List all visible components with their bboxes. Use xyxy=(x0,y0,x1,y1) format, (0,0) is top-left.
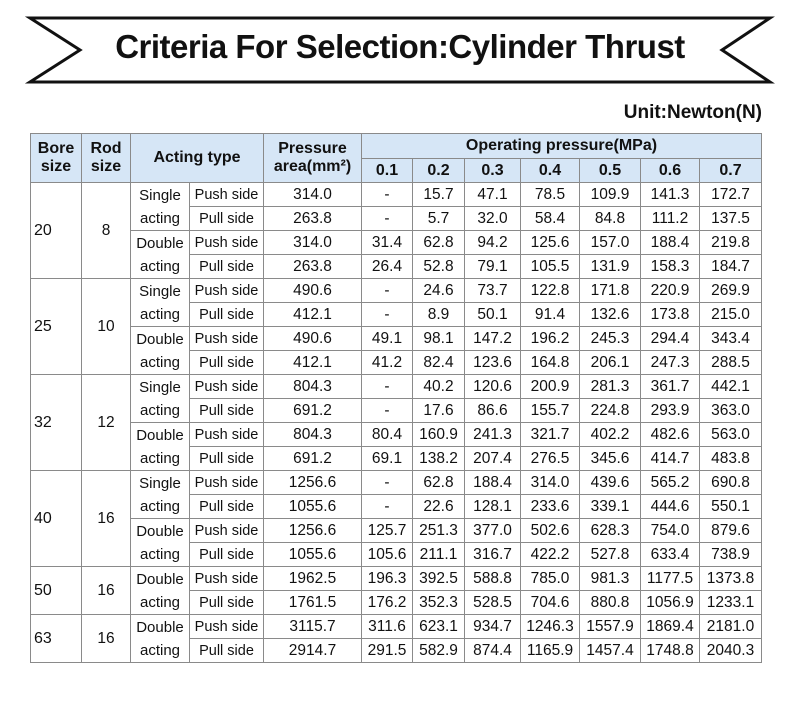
table-row xyxy=(31,567,762,591)
thrust-value-cell: 879.6 xyxy=(700,519,762,543)
thrust-value-cell: 47.1 xyxy=(465,183,521,207)
table-row xyxy=(31,615,762,639)
thrust-value-cell: 1869.4 xyxy=(641,615,700,639)
side-cell: Pull side xyxy=(190,639,264,663)
thrust-value-cell: 49.1 xyxy=(362,327,413,351)
thrust-value-cell: - xyxy=(362,207,413,231)
thrust-value-cell: 361.7 xyxy=(641,375,700,399)
bore-size-header: Bore size xyxy=(31,134,82,183)
thrust-value-cell: 58.4 xyxy=(521,207,580,231)
thrust-value-cell: - xyxy=(362,183,413,207)
thrust-value-cell: 155.7 xyxy=(521,399,580,423)
thrust-value-cell: 41.2 xyxy=(362,351,413,375)
thrust-value-cell: 1373.8 xyxy=(700,567,762,591)
table-row xyxy=(31,519,762,543)
table-row xyxy=(31,375,762,399)
thrust-value-cell: 173.8 xyxy=(641,303,700,327)
thrust-value-cell: 98.1 xyxy=(413,327,465,351)
page-title: Criteria For Selection:Cylinder Thrust xyxy=(115,28,685,65)
thrust-value-cell: 528.5 xyxy=(465,591,521,615)
thrust-value-cell: 26.4 xyxy=(362,255,413,279)
bore-size-cell: 63 xyxy=(31,615,82,663)
thrust-value-cell: 1165.9 xyxy=(521,639,580,663)
thrust-table xyxy=(30,133,762,663)
thrust-value-cell: 377.0 xyxy=(465,519,521,543)
side-cell: Push side xyxy=(190,615,264,639)
pressure-area-cell: 1055.6 xyxy=(264,495,362,519)
operating-pressure-header: Operating pressure(MPa) xyxy=(362,134,762,159)
side-cell: Push side xyxy=(190,471,264,495)
acting-type-cell: Double acting xyxy=(131,519,190,567)
thrust-value-cell: 224.8 xyxy=(580,399,641,423)
thrust-value-cell: 874.4 xyxy=(465,639,521,663)
thrust-value-cell: 241.3 xyxy=(465,423,521,447)
table-row xyxy=(31,183,762,207)
side-cell: Push side xyxy=(190,423,264,447)
thrust-value-cell: 281.3 xyxy=(580,375,641,399)
pressure-header-cell: 0.7 xyxy=(700,159,762,183)
thrust-value-cell: 8.9 xyxy=(413,303,465,327)
thrust-value-cell: 207.4 xyxy=(465,447,521,471)
thrust-value-cell: 439.6 xyxy=(580,471,641,495)
thrust-value-cell: 563.0 xyxy=(700,423,762,447)
thrust-value-cell: - xyxy=(362,303,413,327)
thrust-value-cell: 105.5 xyxy=(521,255,580,279)
thrust-value-cell: 1246.3 xyxy=(521,615,580,639)
thrust-value-cell: 1056.9 xyxy=(641,591,700,615)
pressure-area-cell: 263.8 xyxy=(264,255,362,279)
thrust-value-cell: 24.6 xyxy=(413,279,465,303)
thrust-value-cell: 211.1 xyxy=(413,543,465,567)
thrust-value-cell: 321.7 xyxy=(521,423,580,447)
thrust-value-cell: 339.1 xyxy=(580,495,641,519)
thrust-value-cell: 588.8 xyxy=(465,567,521,591)
pressure-area-cell: 263.8 xyxy=(264,207,362,231)
side-cell: Pull side xyxy=(190,351,264,375)
thrust-value-cell: 314.0 xyxy=(521,471,580,495)
thrust-value-cell: 293.9 xyxy=(641,399,700,423)
thrust-value-cell: 141.3 xyxy=(641,183,700,207)
pressure-area-cell: 1962.5 xyxy=(264,567,362,591)
table-body xyxy=(31,183,762,663)
rod-size-cell: 10 xyxy=(82,279,131,375)
thrust-value-cell: 86.6 xyxy=(465,399,521,423)
thrust-value-cell: 184.7 xyxy=(700,255,762,279)
thrust-value-cell: 343.4 xyxy=(700,327,762,351)
table-row xyxy=(31,279,762,303)
thrust-value-cell: 196.3 xyxy=(362,567,413,591)
thrust-value-cell: 73.7 xyxy=(465,279,521,303)
thrust-value-cell: 15.7 xyxy=(413,183,465,207)
thrust-value-cell: - xyxy=(362,399,413,423)
thrust-value-cell: 137.5 xyxy=(700,207,762,231)
thrust-value-cell: 2181.0 xyxy=(700,615,762,639)
thrust-value-cell: 188.4 xyxy=(465,471,521,495)
acting-type-cell: Single acting xyxy=(131,375,190,423)
pressure-header-cell: 0.3 xyxy=(465,159,521,183)
thrust-value-cell: 288.5 xyxy=(700,351,762,375)
thrust-value-cell: 311.6 xyxy=(362,615,413,639)
pressure-area-cell: 1055.6 xyxy=(264,543,362,567)
thrust-value-cell: 414.7 xyxy=(641,447,700,471)
side-cell: Pull side xyxy=(190,207,264,231)
thrust-value-cell: 245.3 xyxy=(580,327,641,351)
thrust-value-cell: 276.5 xyxy=(521,447,580,471)
thrust-value-cell: 2040.3 xyxy=(700,639,762,663)
thrust-value-cell: 31.4 xyxy=(362,231,413,255)
thrust-value-cell: 125.6 xyxy=(521,231,580,255)
thrust-value-cell: 215.0 xyxy=(700,303,762,327)
pressure-header-cell: 0.2 xyxy=(413,159,465,183)
side-cell: Push side xyxy=(190,183,264,207)
side-cell: Push side xyxy=(190,231,264,255)
side-cell: Pull side xyxy=(190,447,264,471)
pressure-header-cell: 0.6 xyxy=(641,159,700,183)
thrust-value-cell: 392.5 xyxy=(413,567,465,591)
thrust-value-cell: - xyxy=(362,279,413,303)
thrust-value-cell: 123.6 xyxy=(465,351,521,375)
thrust-value-cell: 550.1 xyxy=(700,495,762,519)
thrust-value-cell: 120.6 xyxy=(465,375,521,399)
thrust-value-cell: 738.9 xyxy=(700,543,762,567)
pressure-area-cell: 412.1 xyxy=(264,351,362,375)
thrust-value-cell: 1557.9 xyxy=(580,615,641,639)
side-cell: Push side xyxy=(190,519,264,543)
bore-size-cell: 50 xyxy=(31,567,82,615)
pressure-header-cell: 0.1 xyxy=(362,159,413,183)
rod-size-cell: 16 xyxy=(82,471,131,567)
thrust-value-cell: 1457.4 xyxy=(580,639,641,663)
pressure-area-header: Pressure area(mm²) xyxy=(264,134,362,183)
table-header xyxy=(31,134,762,183)
thrust-value-cell: 132.6 xyxy=(580,303,641,327)
thrust-value-cell: 131.9 xyxy=(580,255,641,279)
side-cell: Pull side xyxy=(190,591,264,615)
thrust-value-cell: 22.6 xyxy=(413,495,465,519)
acting-type-cell: Double acting xyxy=(131,567,190,615)
thrust-value-cell: 147.2 xyxy=(465,327,521,351)
acting-type-cell: Single acting xyxy=(131,183,190,231)
table-row xyxy=(31,423,762,447)
thrust-value-cell: 1233.1 xyxy=(700,591,762,615)
pressure-area-cell: 1256.6 xyxy=(264,519,362,543)
pressure-area-cell: 3115.7 xyxy=(264,615,362,639)
side-cell: Push side xyxy=(190,279,264,303)
thrust-value-cell: 316.7 xyxy=(465,543,521,567)
title-banner xyxy=(0,0,800,100)
pressure-area-cell: 691.2 xyxy=(264,399,362,423)
thrust-value-cell: 172.7 xyxy=(700,183,762,207)
rod-size-cell: 16 xyxy=(82,567,131,615)
thrust-value-cell: 62.8 xyxy=(413,231,465,255)
thrust-value-cell: 981.3 xyxy=(580,567,641,591)
thrust-value-cell: 565.2 xyxy=(641,471,700,495)
pressure-area-cell: 412.1 xyxy=(264,303,362,327)
side-cell: Pull side xyxy=(190,303,264,327)
thrust-value-cell: 138.2 xyxy=(413,447,465,471)
thrust-value-cell: 690.8 xyxy=(700,471,762,495)
rod-size-cell: 8 xyxy=(82,183,131,279)
thrust-value-cell: 62.8 xyxy=(413,471,465,495)
table-row xyxy=(31,471,762,495)
thrust-value-cell: 82.4 xyxy=(413,351,465,375)
thrust-value-cell: 754.0 xyxy=(641,519,700,543)
bore-size-cell: 20 xyxy=(31,183,82,279)
thrust-value-cell: 5.7 xyxy=(413,207,465,231)
pressure-area-cell: 2914.7 xyxy=(264,639,362,663)
thrust-value-cell: 482.6 xyxy=(641,423,700,447)
thrust-value-cell: 122.8 xyxy=(521,279,580,303)
acting-type-cell: Single acting xyxy=(131,471,190,519)
thrust-value-cell: 94.2 xyxy=(465,231,521,255)
rod-size-header: Rod size xyxy=(82,134,131,183)
thrust-value-cell: 363.0 xyxy=(700,399,762,423)
pressure-area-cell: 1256.6 xyxy=(264,471,362,495)
thrust-value-cell: 105.6 xyxy=(362,543,413,567)
pressure-area-cell: 490.6 xyxy=(264,327,362,351)
thrust-value-cell: 934.7 xyxy=(465,615,521,639)
thrust-value-cell: 196.2 xyxy=(521,327,580,351)
thrust-value-cell: 188.4 xyxy=(641,231,700,255)
thrust-value-cell: - xyxy=(362,495,413,519)
thrust-value-cell: 628.3 xyxy=(580,519,641,543)
thrust-value-cell: 164.8 xyxy=(521,351,580,375)
thrust-value-cell: 200.9 xyxy=(521,375,580,399)
thrust-value-cell: 158.3 xyxy=(641,255,700,279)
table-row xyxy=(31,231,762,255)
thrust-value-cell: 206.1 xyxy=(580,351,641,375)
thrust-value-cell: 1748.8 xyxy=(641,639,700,663)
thrust-value-cell: 40.2 xyxy=(413,375,465,399)
acting-type-cell: Double acting xyxy=(131,231,190,279)
pressure-area-cell: 490.6 xyxy=(264,279,362,303)
thrust-value-cell: 352.3 xyxy=(413,591,465,615)
thrust-value-cell: - xyxy=(362,375,413,399)
thrust-value-cell: 52.8 xyxy=(413,255,465,279)
thrust-value-cell: 623.1 xyxy=(413,615,465,639)
thrust-value-cell: 704.6 xyxy=(521,591,580,615)
acting-type-cell: Double acting xyxy=(131,615,190,663)
pressure-area-cell: 314.0 xyxy=(264,231,362,255)
acting-type-cell: Double acting xyxy=(131,423,190,471)
thrust-value-cell: 80.4 xyxy=(362,423,413,447)
pressure-area-cell: 314.0 xyxy=(264,183,362,207)
pressure-area-cell: 691.2 xyxy=(264,447,362,471)
bore-size-cell: 32 xyxy=(31,375,82,471)
thrust-value-cell: 128.1 xyxy=(465,495,521,519)
thrust-value-cell: 422.2 xyxy=(521,543,580,567)
thrust-value-cell: 527.8 xyxy=(580,543,641,567)
bore-size-cell: 40 xyxy=(31,471,82,567)
pressure-header-cell: 0.4 xyxy=(521,159,580,183)
thrust-value-cell: 219.8 xyxy=(700,231,762,255)
thrust-value-cell: 50.1 xyxy=(465,303,521,327)
thrust-value-cell: 502.6 xyxy=(521,519,580,543)
thrust-value-cell: 125.7 xyxy=(362,519,413,543)
side-cell: Push side xyxy=(190,567,264,591)
thrust-value-cell: 91.4 xyxy=(521,303,580,327)
pressure-header-cell: 0.5 xyxy=(580,159,641,183)
acting-type-cell: Single acting xyxy=(131,279,190,327)
thrust-value-cell: 633.4 xyxy=(641,543,700,567)
acting-type-header: Acting type xyxy=(131,134,264,183)
side-cell: Pull side xyxy=(190,255,264,279)
thrust-value-cell: 109.9 xyxy=(580,183,641,207)
side-cell: Pull side xyxy=(190,495,264,519)
side-cell: Push side xyxy=(190,327,264,351)
thrust-value-cell: 171.8 xyxy=(580,279,641,303)
thrust-value-cell: 220.9 xyxy=(641,279,700,303)
thrust-value-cell: 291.5 xyxy=(362,639,413,663)
thrust-value-cell: 69.1 xyxy=(362,447,413,471)
thrust-value-cell: 176.2 xyxy=(362,591,413,615)
pressure-area-cell: 1761.5 xyxy=(264,591,362,615)
thrust-value-cell: 79.1 xyxy=(465,255,521,279)
thrust-value-cell: 84.8 xyxy=(580,207,641,231)
thrust-value-cell: 483.8 xyxy=(700,447,762,471)
side-cell: Pull side xyxy=(190,543,264,567)
thrust-value-cell: 582.9 xyxy=(413,639,465,663)
thrust-value-cell: 247.3 xyxy=(641,351,700,375)
thrust-value-cell: 233.6 xyxy=(521,495,580,519)
thrust-value-cell: 294.4 xyxy=(641,327,700,351)
rod-size-cell: 12 xyxy=(82,375,131,471)
side-cell: Pull side xyxy=(190,399,264,423)
thrust-value-cell: 442.1 xyxy=(700,375,762,399)
thrust-value-cell: 111.2 xyxy=(641,207,700,231)
thrust-value-cell: 1177.5 xyxy=(641,567,700,591)
acting-type-cell: Double acting xyxy=(131,327,190,375)
thrust-value-cell: 32.0 xyxy=(465,207,521,231)
side-cell: Push side xyxy=(190,375,264,399)
thrust-value-cell: 402.2 xyxy=(580,423,641,447)
thrust-value-cell: 785.0 xyxy=(521,567,580,591)
thrust-value-cell: 17.6 xyxy=(413,399,465,423)
bore-size-cell: 25 xyxy=(31,279,82,375)
thrust-value-cell: 269.9 xyxy=(700,279,762,303)
rod-size-cell: 16 xyxy=(82,615,131,663)
thrust-value-cell: - xyxy=(362,471,413,495)
thrust-value-cell: 157.0 xyxy=(580,231,641,255)
thrust-value-cell: 880.8 xyxy=(580,591,641,615)
table-row xyxy=(31,327,762,351)
pressure-area-cell: 804.3 xyxy=(264,375,362,399)
thrust-value-cell: 78.5 xyxy=(521,183,580,207)
thrust-value-cell: 444.6 xyxy=(641,495,700,519)
thrust-value-cell: 251.3 xyxy=(413,519,465,543)
thrust-value-cell: 345.6 xyxy=(580,447,641,471)
thrust-value-cell: 160.9 xyxy=(413,423,465,447)
unit-label: Unit:Newton(N) xyxy=(623,102,762,123)
pressure-area-cell: 804.3 xyxy=(264,423,362,447)
